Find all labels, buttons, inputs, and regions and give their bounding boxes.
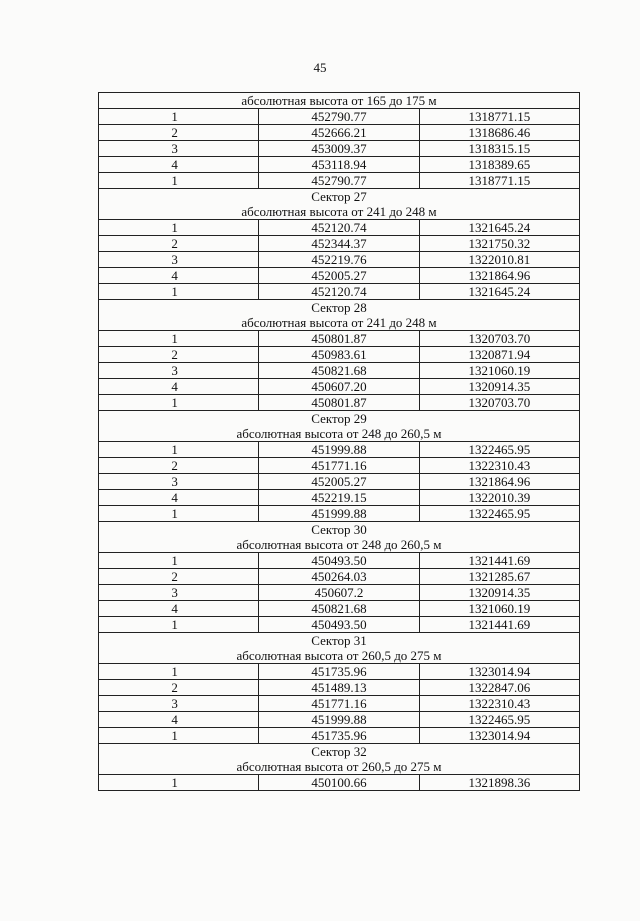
sector-title: Сектор 31 [311,633,367,648]
x-coordinate-cell: 452219.15 [259,490,419,506]
table-row [99,125,580,141]
x-coordinate-cell: 450100.66 [259,775,419,791]
point-number-cell: 1 [99,331,259,347]
y-coordinate-cell: 1321898.36 [419,775,579,791]
y-coordinate-cell: 1322010.39 [419,490,579,506]
coordinates-table [98,92,580,791]
y-coordinate-cell: 1321750.32 [419,236,579,252]
table-row [99,728,580,744]
table-row [99,506,580,522]
point-number-cell: 2 [99,125,259,141]
height-label: абсолютная высота от 248 до 260,5 м [236,426,442,441]
height-label: абсолютная высота от 260,5 до 275 м [236,648,442,663]
point-number-cell: 1 [99,220,259,236]
x-coordinate-cell: 452120.74 [259,284,419,300]
x-coordinate-cell: 451999.88 [259,712,419,728]
y-coordinate-cell: 1318389.65 [419,157,579,173]
table-row [99,664,580,680]
table-row [99,173,580,189]
y-coordinate-cell: 1322310.43 [419,458,579,474]
x-coordinate-cell: 450821.68 [259,363,419,379]
y-coordinate-cell: 1320914.35 [419,379,579,395]
y-coordinate-cell: 1321645.24 [419,284,579,300]
x-coordinate-cell: 451489.13 [259,680,419,696]
x-coordinate-cell: 451999.88 [259,442,419,458]
height-label: абсолютная высота от 260,5 до 275 м [236,759,442,774]
point-number-cell: 2 [99,458,259,474]
sector-header-row [99,744,580,775]
y-coordinate-cell: 1318771.15 [419,109,579,125]
table-row [99,268,580,284]
x-coordinate-cell: 452005.27 [259,268,419,284]
sector-header-row [99,300,580,331]
x-coordinate-cell: 453009.37 [259,141,419,157]
sector-header-cell [99,744,580,775]
sector-header-row [99,522,580,553]
sector-header-cell [99,189,580,220]
y-coordinate-cell: 1321864.96 [419,268,579,284]
x-coordinate-cell: 450607.20 [259,379,419,395]
x-coordinate-cell: 452790.77 [259,173,419,189]
point-number-cell: 2 [99,236,259,252]
table-row [99,331,580,347]
y-coordinate-cell: 1323014.94 [419,664,579,680]
point-number-cell: 3 [99,252,259,268]
table-row [99,347,580,363]
point-number-cell: 1 [99,442,259,458]
point-number-cell: 2 [99,680,259,696]
point-number-cell: 1 [99,284,259,300]
point-number-cell: 1 [99,173,259,189]
point-number-cell: 3 [99,585,259,601]
sector-header-cell [99,93,580,109]
table-row [99,220,580,236]
height-label: абсолютная высота от 165 до 175 м [241,93,437,108]
table-row [99,442,580,458]
table-row [99,141,580,157]
point-number-cell: 3 [99,363,259,379]
point-number-cell: 4 [99,712,259,728]
y-coordinate-cell: 1321285.67 [419,569,579,585]
table-row [99,157,580,173]
table-row [99,379,580,395]
x-coordinate-cell: 453118.94 [259,157,419,173]
y-coordinate-cell: 1321645.24 [419,220,579,236]
point-number-cell: 1 [99,775,259,791]
table-row [99,490,580,506]
x-coordinate-cell: 450607.2 [259,585,419,601]
coordinates-table-body [99,93,580,791]
y-coordinate-cell: 1322310.43 [419,696,579,712]
y-coordinate-cell: 1321441.69 [419,617,579,633]
table-row [99,553,580,569]
sector-header-row [99,411,580,442]
point-number-cell: 4 [99,157,259,173]
table-row [99,109,580,125]
y-coordinate-cell: 1322465.95 [419,506,579,522]
y-coordinate-cell: 1320914.35 [419,585,579,601]
sector-header-row [99,93,580,109]
y-coordinate-cell: 1322010.81 [419,252,579,268]
sector-header-cell [99,522,580,553]
table-row [99,252,580,268]
table-row [99,601,580,617]
table-row [99,236,580,252]
sector-header-cell [99,300,580,331]
x-coordinate-cell: 451735.96 [259,664,419,680]
point-number-cell: 1 [99,109,259,125]
table-row [99,474,580,490]
point-number-cell: 4 [99,601,259,617]
x-coordinate-cell: 450821.68 [259,601,419,617]
x-coordinate-cell: 450983.61 [259,347,419,363]
point-number-cell: 1 [99,506,259,522]
sector-title: Сектор 27 [311,189,367,204]
y-coordinate-cell: 1320703.70 [419,395,579,411]
point-number-cell: 4 [99,490,259,506]
y-coordinate-cell: 1323014.94 [419,728,579,744]
point-number-cell: 1 [99,395,259,411]
x-coordinate-cell: 452790.77 [259,109,419,125]
sector-header-row [99,633,580,664]
sector-title: Сектор 28 [311,300,367,315]
point-number-cell: 2 [99,347,259,363]
sector-header-cell [99,633,580,664]
point-number-cell: 1 [99,617,259,633]
x-coordinate-cell: 452005.27 [259,474,419,490]
x-coordinate-cell: 451999.88 [259,506,419,522]
table-row [99,395,580,411]
sector-header-row [99,189,580,220]
y-coordinate-cell: 1318315.15 [419,141,579,157]
table-row [99,284,580,300]
table-row [99,585,580,601]
sector-header-cell [99,411,580,442]
x-coordinate-cell: 452120.74 [259,220,419,236]
point-number-cell: 3 [99,696,259,712]
page-number: 45 [313,60,327,75]
y-coordinate-cell: 1321441.69 [419,553,579,569]
point-number-cell: 1 [99,728,259,744]
point-number-cell: 2 [99,569,259,585]
x-coordinate-cell: 450493.50 [259,617,419,633]
point-number-cell: 4 [99,268,259,284]
x-coordinate-cell: 452344.37 [259,236,419,252]
table-row [99,680,580,696]
x-coordinate-cell: 452666.21 [259,125,419,141]
y-coordinate-cell: 1322465.95 [419,442,579,458]
y-coordinate-cell: 1320871.94 [419,347,579,363]
x-coordinate-cell: 451771.16 [259,696,419,712]
y-coordinate-cell: 1320703.70 [419,331,579,347]
point-number-cell: 1 [99,664,259,680]
x-coordinate-cell: 450801.87 [259,395,419,411]
x-coordinate-cell: 450493.50 [259,553,419,569]
y-coordinate-cell: 1322847.06 [419,680,579,696]
x-coordinate-cell: 451735.96 [259,728,419,744]
x-coordinate-cell: 451771.16 [259,458,419,474]
table-row [99,617,580,633]
y-coordinate-cell: 1322465.95 [419,712,579,728]
point-number-cell: 3 [99,141,259,157]
y-coordinate-cell: 1321060.19 [419,363,579,379]
table-row [99,712,580,728]
y-coordinate-cell: 1321060.19 [419,601,579,617]
x-coordinate-cell: 450801.87 [259,331,419,347]
table-row [99,775,580,791]
y-coordinate-cell: 1321864.96 [419,474,579,490]
x-coordinate-cell: 450264.03 [259,569,419,585]
y-coordinate-cell: 1318771.15 [419,173,579,189]
height-label: абсолютная высота от 248 до 260,5 м [236,537,442,552]
table-row [99,696,580,712]
point-number-cell: 3 [99,474,259,490]
y-coordinate-cell: 1318686.46 [419,125,579,141]
sector-title: Сектор 30 [311,522,367,537]
table-row [99,363,580,379]
table-row [99,458,580,474]
sector-title: Сектор 32 [311,744,367,759]
x-coordinate-cell: 452219.76 [259,252,419,268]
sector-title: Сектор 29 [311,411,367,426]
table-row [99,569,580,585]
point-number-cell: 4 [99,379,259,395]
height-label: абсолютная высота от 241 до 248 м [241,204,437,219]
height-label: абсолютная высота от 241 до 248 м [241,315,437,330]
point-number-cell: 1 [99,553,259,569]
